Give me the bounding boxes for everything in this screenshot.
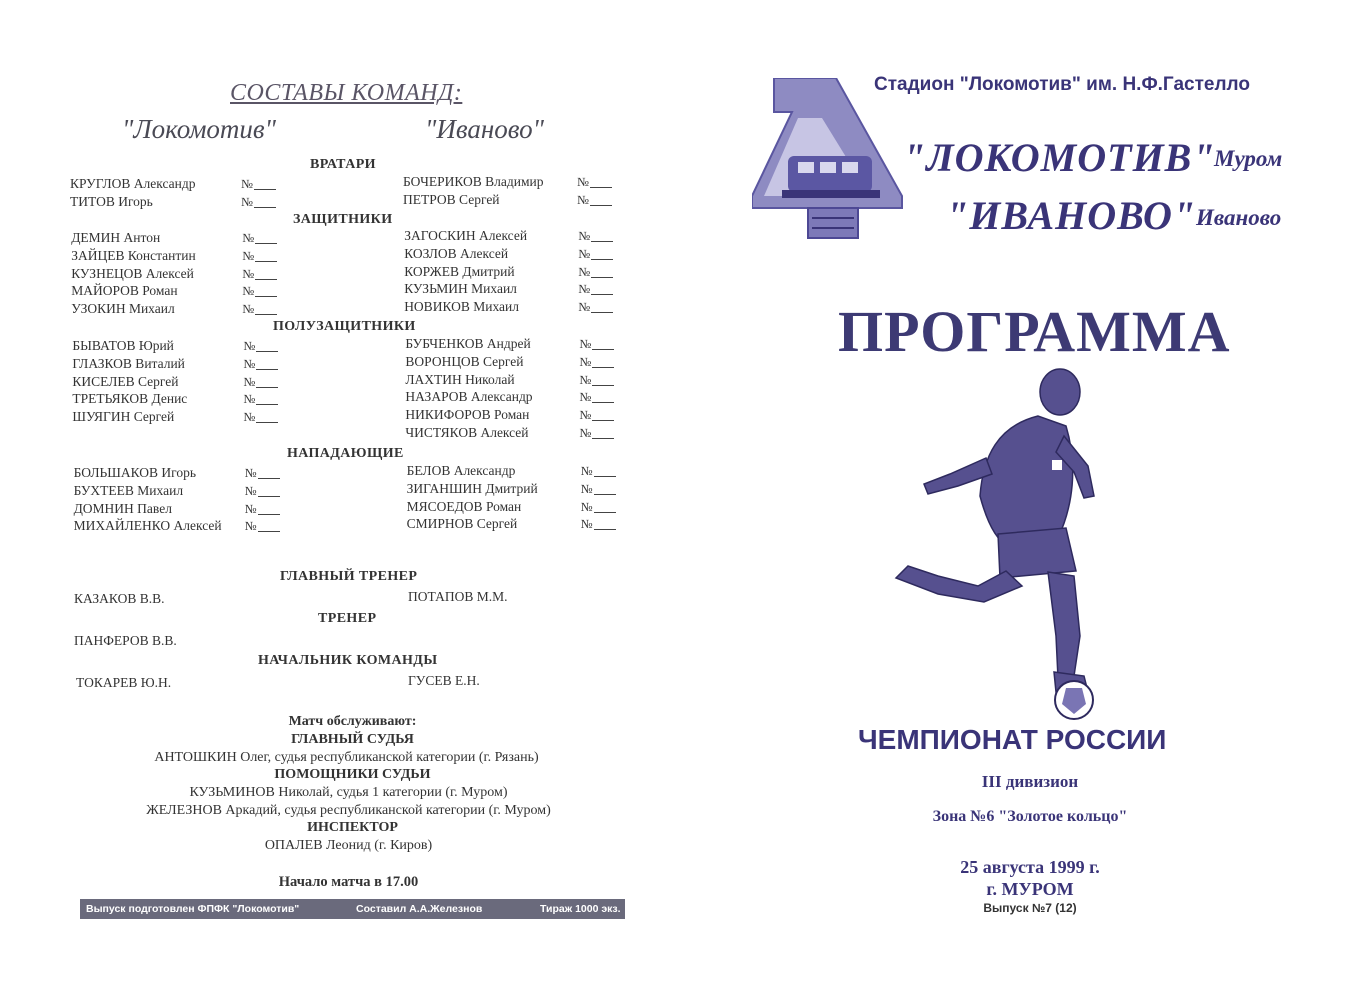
inspector-title: ИНСПЕКТОР	[307, 820, 398, 835]
home-team-manager: ТОКАРЕВ Ю.Н.	[76, 675, 172, 690]
away-team-city: Иваново	[1196, 205, 1282, 230]
away-player-number-field: №	[581, 464, 616, 479]
home-player-number-field: №	[243, 375, 278, 390]
section-title: ВРАТАРИ	[310, 157, 376, 172]
away-team-title: "ИВАНОВО"	[946, 193, 1197, 238]
home-player-name: БУХТЕЕВ Михаил	[73, 482, 184, 498]
away-player-name: ПЕТРОВ Сергей	[403, 191, 500, 207]
staff-title-team-manager: НАЧАЛЬНИК КОМАНДЫ	[258, 653, 438, 668]
away-player-number-field: №	[579, 337, 614, 352]
home-player-number-field: №	[243, 410, 278, 425]
away-player-name: СМИРНОВ Сергей	[406, 516, 518, 532]
away-player-name: НОВИКОВ Михаил	[404, 299, 519, 315]
footer-circulation: Тираж 1000 экз.	[540, 903, 621, 915]
home-player-number-field: №	[242, 302, 277, 317]
away-player-number-field: №	[579, 355, 614, 370]
stadium-name: Стадион "Локомотив" им. Н.Ф.Гастелло	[874, 74, 1250, 95]
away-team-heading: "Иваново"	[425, 114, 544, 144]
away-player-number-field: №	[578, 265, 613, 280]
home-player-number-field: №	[241, 177, 276, 192]
away-player-name: НИКИФОРОВ Роман	[405, 407, 530, 423]
away-player-number-field: №	[579, 390, 614, 405]
home-player-number-field: №	[245, 502, 280, 517]
away-player-number-field: №	[578, 300, 613, 315]
footer-publisher: Выпуск подготовлен ФПФК "Локомотив"	[86, 903, 300, 915]
home-player-number-field: №	[242, 249, 277, 264]
home-team-title: "ЛОКОМОТИВ"	[903, 135, 1216, 180]
home-player-name: ШУЯГИН Сергей	[72, 409, 175, 425]
home-player-name: БОЛЬШАКОВ Игорь	[73, 465, 197, 480]
home-team-heading: "Локомотив"	[122, 114, 276, 144]
home-player-number-field: №	[243, 392, 278, 407]
home-player-number-field: №	[242, 231, 277, 246]
away-player-name: МЯСОЕДОВ Роман	[406, 498, 522, 514]
away-player-number-field: №	[581, 517, 616, 532]
home-player-name: ДОМНИН Павел	[73, 500, 172, 516]
home-player-name: МАЙОРОВ Роман	[71, 283, 178, 299]
away-player-name: ЛАХТИН Николай	[405, 371, 515, 387]
section-title: ПОЛУЗАЩИТНИКИ	[273, 319, 416, 334]
division: III дивизион	[981, 772, 1079, 791]
away-player-name: КОРЖЕВ Дмитрий	[404, 263, 515, 279]
home-player-name: УЗОКИН Михаил	[71, 301, 175, 317]
home-player-name: КРУГЛОВ Александр	[70, 176, 196, 191]
away-player-number-field: №	[577, 193, 612, 208]
away-player-number-field: №	[578, 247, 613, 262]
referee-title: ГЛАВНЫЙ СУДЬЯ	[291, 732, 414, 747]
away-player-name: ЗИГАНШИН Дмитрий	[406, 480, 538, 496]
footer-compiler: Составил А.А.Железнов	[356, 903, 483, 915]
football-player-illustration	[888, 366, 1128, 722]
home-player-number-field: №	[243, 357, 278, 372]
home-player-number-field: №	[242, 267, 277, 282]
away-player-name: НАЗАРОВ Александр	[405, 389, 533, 405]
inspector-name: ОПАЛЕВ Леонид (г. Киров)	[264, 838, 433, 853]
home-player-number-field: №	[241, 195, 276, 210]
match-city: г. МУРОМ	[986, 879, 1074, 899]
home-player-number-field: №	[245, 519, 280, 534]
assistant-1: КУЗЬМИНОВ Николай, судья 1 категории (г. Муром)	[189, 785, 508, 800]
home-player-number-field: №	[243, 339, 278, 354]
footer-bar	[80, 899, 625, 919]
referee-name: АНТОШКИН Олег, судья республиканской категории (г. Рязань)	[154, 750, 539, 765]
staff-title-head-coach: ГЛАВНЫЙ ТРЕНЕР	[280, 569, 418, 584]
lokomotiv-logo-icon	[752, 78, 910, 244]
home-player-name: БЫВАТОВ Юрий	[72, 338, 174, 353]
away-player-number-field: №	[578, 282, 613, 297]
home-player-name: КУЗНЕЦОВ Алексей	[71, 265, 194, 281]
away-player-name: ЧИСТЯКОВ Алексей	[405, 425, 529, 440]
away-player-name: БУБЧЕНКОВ Андрей	[405, 336, 531, 351]
home-player-name: ТРЕТЬЯКОВ Денис	[72, 391, 188, 407]
away-player-number-field: №	[579, 373, 614, 388]
home-coach: ПАНФЕРОВ В.В.	[74, 633, 177, 648]
away-player-name: БОЧЕРИКОВ Владимир	[403, 174, 544, 189]
away-player-name: ВОРОНЦОВ Сергей	[405, 353, 524, 369]
away-player-number-field: №	[581, 500, 616, 515]
away-player-number-field: №	[577, 175, 612, 190]
section-title: ЗАЩИТНИКИ	[293, 212, 393, 227]
lineups-title: СОСТАВЫ КОМАНД:	[230, 80, 463, 106]
home-head-coach: КАЗАКОВ В.В.	[74, 591, 165, 606]
staff-title-coach: ТРЕНЕР	[318, 611, 377, 626]
home-player-name: КИСЕЛЕВ Сергей	[72, 373, 179, 389]
away-player-number-field: №	[581, 482, 616, 497]
away-player-name: КОЗЛОВ Алексей	[404, 245, 509, 261]
zone: Зона №6 "Золотое кольцо"	[932, 808, 1128, 825]
home-player-number-field: №	[245, 466, 280, 481]
away-player-name: ЗАГОСКИН Алексей	[404, 228, 528, 243]
section-title: НАПАДАЮЩИЕ	[287, 446, 404, 461]
home-player-name: ТИТОВ Игорь	[70, 193, 153, 209]
away-player-number-field: №	[579, 426, 614, 441]
home-player-name: ДЕМИН Антон	[71, 230, 161, 245]
assistants-title: ПОМОЩНИКИ СУДЬИ	[274, 767, 431, 782]
away-player-name: КУЗЬМИН Михаил	[404, 281, 517, 297]
officials-intro: Матч обслуживают:	[288, 714, 417, 729]
away-head-coach: ПОТАПОВ М.М.	[408, 589, 508, 604]
home-player-number-field: №	[245, 484, 280, 499]
championship-title: ЧЕМПИОНАТ РОССИИ	[858, 724, 1167, 755]
home-player-name: ГЛАЗКОВ Виталий	[72, 355, 185, 371]
kickoff-time: Начало матча в 17.00	[278, 874, 419, 890]
home-player-number-field: №	[242, 284, 277, 299]
away-team-manager: ГУСЕВ Е.Н.	[408, 673, 480, 688]
home-player-name: ЗАЙЦЕВ Константин	[71, 247, 196, 263]
program-title: ПРОГРАММА	[838, 299, 1231, 364]
assistant-2: ЖЕЛЕЗНОВ Аркадий, судья республиканской категории (г. Муром)	[146, 803, 551, 818]
home-team-city: Муром	[1214, 146, 1283, 171]
issue-number: Выпуск №7 (12)	[983, 901, 1077, 915]
away-player-number-field: №	[578, 229, 613, 244]
match-date: 25 августа 1999 г.	[960, 857, 1100, 877]
away-player-number-field: №	[579, 408, 614, 423]
home-player-name: МИХАЙЛЕНКО Алексей	[73, 518, 222, 534]
away-player-name: БЕЛОВ Александр	[406, 463, 516, 478]
